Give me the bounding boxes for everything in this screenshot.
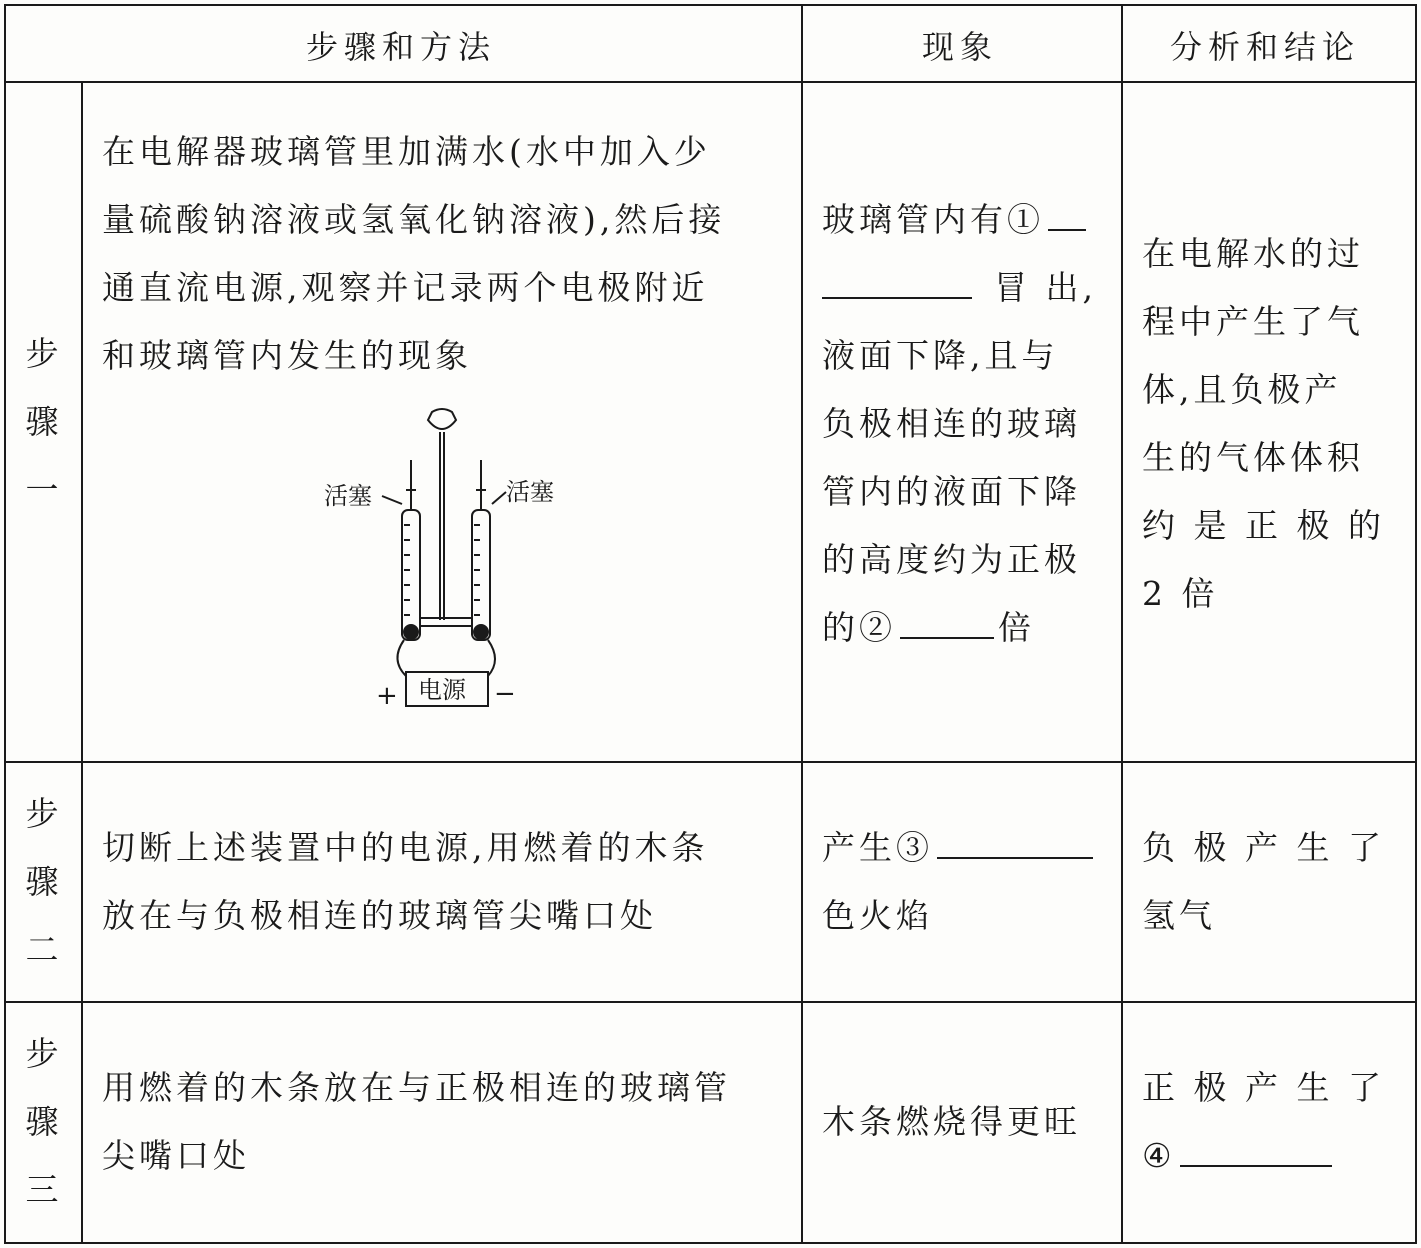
- phenomenon-column-divider: [1121, 4, 1123, 1244]
- phenomenon-text-3: [822, 1088, 1081, 1156]
- conclusion-line: 在电解水的过: [1142, 234, 1364, 273]
- step-char: 步: [25, 1034, 59, 1073]
- step-column-divider: [81, 81, 83, 1244]
- conclusion-line: 氢气: [1142, 896, 1216, 935]
- phenomenon-line: 管内的液面下降: [822, 472, 1081, 511]
- step-label-3: [12, 1020, 72, 1224]
- table-border-top: [4, 4, 1417, 6]
- answer-blank-2[interactable]: [900, 607, 994, 639]
- method-line: 量硫酸钠溶液或氢氧化钠溶液),然后接: [102, 200, 726, 239]
- phenomenon-text-2: [822, 814, 1097, 950]
- row-divider-2: [4, 1001, 1417, 1003]
- phenomenon-part: 冒 出,: [994, 268, 1097, 307]
- header-divider: [4, 81, 1417, 83]
- step-char: 二: [25, 930, 59, 969]
- row-divider-1: [4, 761, 1417, 763]
- conclusion-line: 2 倍: [1142, 574, 1219, 613]
- negative-terminal: −: [494, 679, 516, 709]
- step-char: 步: [25, 794, 59, 833]
- step-label-2: [12, 780, 72, 984]
- conclusion-line: 正 极 产 生 了: [1142, 1068, 1385, 1107]
- funnel-icon: [428, 409, 456, 429]
- conclusion-part: ④: [1142, 1136, 1176, 1175]
- step-char: 步: [25, 334, 59, 373]
- phenomenon-line: [822, 814, 1097, 882]
- left-tube: [402, 510, 420, 640]
- step-char: 骤: [25, 862, 59, 901]
- phenomenon-line: [822, 186, 1097, 254]
- power-source-label: 电源: [418, 676, 466, 704]
- answer-blank-1-cont[interactable]: [822, 267, 972, 299]
- conclusion-line: 负 极 产 生 了: [1142, 828, 1385, 867]
- phenomenon-line: 负极相连的玻璃: [822, 404, 1081, 443]
- conclusion-line: 体,且负极产: [1142, 370, 1342, 409]
- phenomenon-text-1: [822, 186, 1097, 662]
- method-column-divider: [801, 4, 803, 1244]
- method-line: 通直流电源,观察并记录两个电极附近: [102, 268, 709, 307]
- phenomenon-part: 的②: [822, 608, 896, 647]
- phenomenon-part: 产生③: [822, 828, 933, 867]
- step-char: 一: [25, 470, 59, 509]
- answer-blank-4[interactable]: [1180, 1135, 1332, 1167]
- method-text-2: [102, 814, 709, 950]
- phenomenon-line: 木条燃烧得更旺: [822, 1102, 1081, 1141]
- conclusion-text-2: [1142, 814, 1385, 950]
- conclusion-line: 生的气体体积: [1142, 438, 1364, 477]
- positive-terminal: +: [376, 681, 398, 711]
- answer-blank-1[interactable]: [1048, 199, 1086, 231]
- header-phenomenon: 现象: [922, 28, 999, 66]
- stopcock-label-left: 活塞: [324, 482, 372, 510]
- header-conclusion: 分析和结论: [1170, 28, 1361, 66]
- conclusion-line: 约 是 正 极 的: [1142, 506, 1385, 545]
- method-line: 用燃着的木条放在与正极相连的玻璃管: [102, 1068, 731, 1107]
- method-text-1: [102, 118, 725, 390]
- phenomenon-line: 液面下降,且与: [822, 336, 1059, 375]
- phenomenon-line: 的高度约为正极: [822, 540, 1081, 579]
- table-border-right: [1415, 4, 1417, 1244]
- conclusion-text-1: [1142, 220, 1385, 628]
- table-border-left: [4, 4, 6, 1244]
- method-line: 切断上述装置中的电源,用燃着的木条: [102, 828, 709, 867]
- method-line: 放在与负极相连的玻璃管尖嘴口处: [102, 896, 657, 935]
- step-char: 骤: [25, 402, 59, 441]
- conclusion-line: [1142, 1122, 1385, 1190]
- phenomenon-line: [822, 254, 1097, 322]
- phenomenon-line: [822, 594, 1097, 662]
- right-tube: [472, 510, 490, 640]
- method-text-3: [102, 1054, 731, 1190]
- electrolysis-apparatus-figure: [310, 400, 570, 720]
- header-method: 步骤和方法: [306, 28, 497, 66]
- phenomenon-part: 玻璃管内有①: [822, 200, 1044, 239]
- stopcock-label-right: 活塞: [506, 478, 554, 506]
- method-line: 尖嘴口处: [102, 1136, 250, 1175]
- step-char: 骤: [25, 1102, 59, 1141]
- step-char: 三: [25, 1170, 59, 1209]
- method-line: 和玻璃管内发生的现象: [102, 336, 472, 375]
- method-line: 在电解器玻璃管里加满水(水中加入少: [102, 132, 711, 171]
- phenomenon-line: 色火焰: [822, 896, 933, 935]
- conclusion-text-3: [1142, 1054, 1385, 1190]
- answer-blank-3[interactable]: [937, 827, 1093, 859]
- step-label-1: [12, 320, 72, 524]
- table-border-bottom: [4, 1242, 1417, 1244]
- phenomenon-part: 倍: [998, 608, 1035, 647]
- conclusion-line: 程中产生了气: [1142, 302, 1364, 341]
